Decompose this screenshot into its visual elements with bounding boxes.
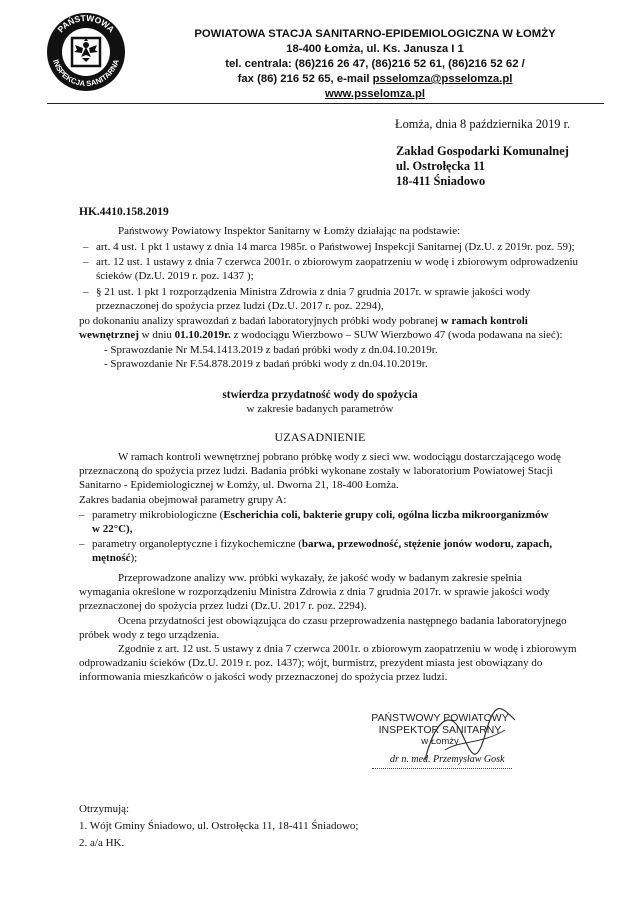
- para4-line: odprowadzaniu ścieków (Dz.U. 2019 r. poz. 1437); wójt, burmistrz, prezydent miasta jest obowiązany do: [79, 657, 543, 669]
- website-link[interactable]: www.psselomza.pl: [324, 88, 426, 100]
- legal-basis-line: art. 12 ust. 1 ustawy z dnia 7 czerwca 2001r. o zbiorowym zaopatrzeniu w wodę i zbiorowym odprowadzeniu: [96, 256, 579, 268]
- scope-micro-params: Escherichia coli, bakterie grupy coli, ogólna liczba mikroorganizmów: [223, 509, 549, 521]
- legal-basis-dash: –: [83, 286, 89, 298]
- legal-basis-line: § 21 ust. 1 pkt 1 rozporządzenia Ministra Zdrowia z dnia 7 grudnia 2017r. w sprawie jakości wody: [96, 286, 531, 298]
- para3-line: Ocena przydatności jest obowiązująca do czasu przeprowadzenia następnego badania laboratoryjnego: [118, 615, 567, 627]
- scope-micro-line-2: w 22°C),: [92, 523, 133, 535]
- report-item: - Sprawozdanie Nr F.54.878.2019 z badań próbki wody z dn.04.10.2019r.: [104, 358, 428, 370]
- logo-ring-lettering: [46, 12, 126, 92]
- header-divider: [47, 103, 604, 104]
- recipient-city: 18-411 Śniadowo: [396, 174, 486, 188]
- scope-micro-label: parametry mikrobiologiczne (: [92, 509, 224, 521]
- stamp-line-1: PAŃSTWOWY POWIATOWY: [371, 712, 509, 724]
- scope-dash: –: [79, 538, 85, 550]
- intro-text: Państwowy Powiatowy Inspektor Sanitarny w Łomży działając na podstawie:: [118, 225, 461, 237]
- scope-dash: –: [79, 509, 85, 521]
- para1-line: przeznaczoną do spożycia przez ludzi. Badania próbki wykonane zostały w laboratorium Powiatowej Stacji: [79, 465, 553, 477]
- para3-line: próbek wody z tego urządzenia.: [79, 629, 220, 641]
- institution-fax-email: [140, 72, 610, 86]
- para1-line: W ramach kontroli wewnętrznej pobrano próbkę wody z sieci ww. wodociągu dostarczającego wodę: [118, 451, 561, 463]
- receivers-title: Otrzymują:: [79, 803, 130, 815]
- finding-sub: w zakresie badanych parametrów: [246, 403, 394, 415]
- analysis-text-bold: w ramach kontroli: [440, 315, 528, 327]
- signature-line: [372, 768, 512, 769]
- analysis-text: z wodociągu Wierzbowo – SUW Wierzbowo 47 (woda podawana na sieć):: [230, 329, 563, 341]
- recipient-name: Zakład Gospodarki Komunalnej: [396, 144, 569, 158]
- report-item: - Sprawozdanie Nr M.54.1413.2019 z badań próbki wody z dn.04.10.2019r.: [104, 344, 438, 356]
- scope-organoleptic-label: parametry organoleptyczne i fizykochemiczne (: [92, 538, 302, 550]
- svg-text:PAŃSTWOWA: PAŃSTWOWA: [55, 12, 117, 35]
- para2-line: Przeprowadzone analizy ww. próbki wykazały, że jakość wody w badanym zakresie spełnia: [118, 572, 522, 584]
- para4-line: Zgodnie z art. 12 ust. 5 ustawy z dnia 7 czerwca 2001r. o zbiorowym zaopatrzeniu w wodę i zbiorowym: [118, 643, 577, 655]
- para1-line: Sanitarno - Epidemiologicznej w Łomży, ul. Dworna 21, 18-400 Łomża.: [79, 479, 399, 491]
- institution-phone: tel. centrala: (86)216 26 47, (86)216 52 61, (86)216 52 62 /: [225, 58, 525, 70]
- reference-number: HK.4410.158.2019: [79, 206, 169, 218]
- fax-text: fax (86) 216 52 65, e-mail: [237, 73, 373, 85]
- scope-organoleptic-end: );: [130, 552, 138, 564]
- receiver-item: 2. a/a HK.: [79, 837, 125, 849]
- stamp-line-2: INSPEKTOR SANITARNY: [378, 724, 502, 736]
- analysis-line-2: [79, 329, 563, 342]
- analysis-line-1: [79, 315, 528, 328]
- legal-basis-line: ścieków (Dz.U. 2019 r. poz. 1437 );: [96, 270, 254, 282]
- institution-address: 18-400 Łomża, ul. Ks. Janusza I 1: [286, 43, 464, 55]
- svg-text:INSPEKCJA SANITARNA: INSPEKCJA SANITARNA: [51, 58, 121, 89]
- stamp-line-3: w Łomży: [421, 736, 459, 747]
- para2-line: przeznaczonej do spożycia przez ludzi (Dz.U. 2017 r. poz. 2294).: [79, 600, 367, 612]
- institution-website: [140, 87, 610, 101]
- receiver-item: 1. Wójt Gminy Śniadowo, ul. Ostrołęcka 11, 18-411 Śniadowo;: [79, 820, 359, 832]
- analysis-text: w dniu: [138, 329, 175, 341]
- legal-basis-dash: –: [83, 241, 89, 253]
- legal-basis-dash: –: [83, 256, 89, 268]
- scope-organoleptic-params: barwa, przewodność, stężenie jonów wodoru, zapach,: [301, 538, 553, 550]
- justification-title: UZASADNIENIE: [274, 430, 366, 444]
- signer-name: dr n. med. Przemysław Gosk: [390, 754, 505, 765]
- place-date: Łomża, dnia 8 października 2019 r.: [395, 117, 571, 131]
- scope-organoleptic-line: [92, 538, 552, 551]
- analysis-text: po dokonaniu analizy sprawozdań z badań laboratoryjnych próbki wody pobranej: [79, 315, 441, 327]
- para4-line: informowania mieszkańców o jakości wody przeznaczonej do spożycia przez ludzi.: [79, 671, 448, 683]
- scope-intro: Zakres badania obejmował parametry grupy A:: [79, 494, 287, 506]
- email-link[interactable]: psselomza@psselomza.pl: [372, 73, 513, 85]
- recipient-street: ul. Ostrołęcka 11: [396, 159, 485, 173]
- para2-line: wymagania określone w rozporządzeniu Ministra Zdrowia z dnia 7 grudnia 2017r. w sprawie jakości wody: [79, 586, 550, 598]
- scope-organoleptic-line-2: [92, 552, 137, 565]
- sampling-date: 01.10.2019r.: [174, 329, 231, 341]
- scope-micro-line: [92, 509, 549, 522]
- scope-organoleptic-params-2: mętność: [92, 552, 131, 564]
- legal-basis-line: art. 4 ust. 1 pkt 1 ustawy z dnia 14 marca 1985r. o Państwowej Inspekcji Sanitarnej (Dz.U. z 2019r. poz. 59);: [96, 241, 575, 253]
- institution-name: POWIATOWA STACJA SANITARNO-EPIDEMIOLOGICZNA W ŁOMŻY: [194, 28, 556, 40]
- legal-basis-line: przeznaczonej do spożycia przez ludzi (Dz.U. 2017 r. poz. 2294),: [96, 300, 384, 312]
- finding-main: stwierdza przydatność wody do spożycia: [222, 389, 418, 401]
- analysis-text-bold: wewnętrznej: [79, 329, 139, 341]
